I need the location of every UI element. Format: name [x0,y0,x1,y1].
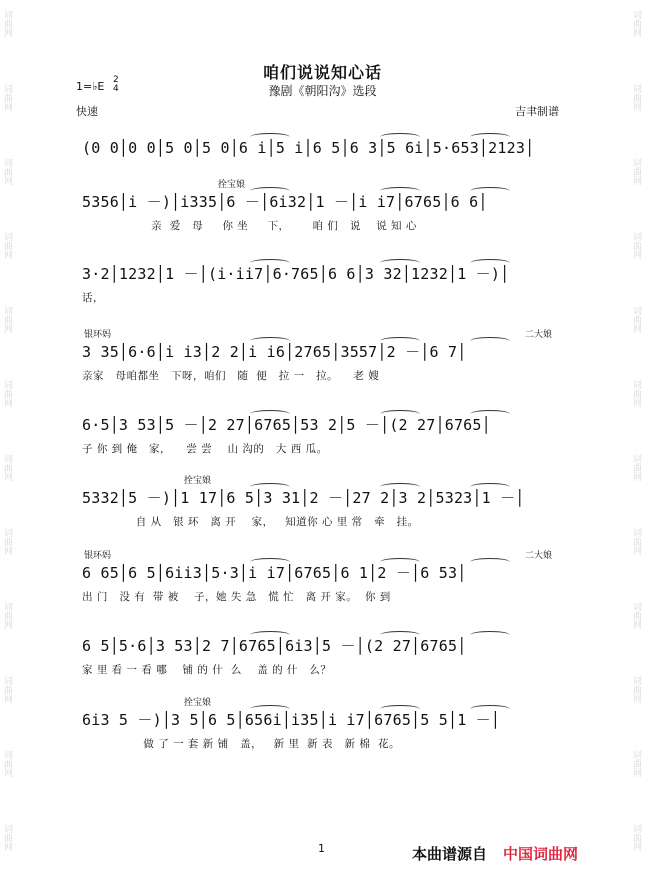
lyric-row: 自 从 银 环 离 开 家， 知道你 心 里 常 牵 挂。 [82,516,419,528]
watermark-text: 词曲网 [2,824,12,851]
watermark-text: 词曲网 [2,232,12,259]
slur-mark [380,410,420,418]
watermark-text: 词曲网 [2,454,12,481]
role-label-secondary: 二大娘 [525,330,553,340]
notation-row: 5332│5 －)│1 17│6 5│3 31│2 －│27 2│3 2│5323│1 －│ [82,489,525,507]
notation-row: 6·5│3 53│5 －│2 27│6765│53 2│5 －│(2 27│6765│ [82,416,491,434]
notation-row: (0 0│0 0│5 0│5 0│6 i│5 i│6 5│6 3│5 6i│5·653│2123│ [82,139,535,157]
slur-mark [470,705,510,713]
slur-mark [250,483,290,491]
lyric-row: 子 你 到 俺 家， 尝 尝 山 沟的 大 西 瓜。 [82,443,328,455]
slur-mark [380,483,420,491]
time-top: 2 [113,75,119,85]
lyric-row: 话， [82,292,104,304]
slur-mark [250,705,290,713]
slur-mark [380,259,420,267]
role-label: 银环妈 [84,330,112,340]
watermark-text: 词曲网 [631,824,641,851]
watermark-text: 词曲网 [2,10,12,37]
role-label: 银环妈 [84,551,112,561]
time-signature [113,76,119,94]
slur-mark [470,483,510,491]
slur-mark [380,133,420,141]
slur-mark [380,187,420,195]
watermark-text: 词曲网 [631,676,641,703]
slur-mark [380,705,420,713]
watermark-text: 词曲网 [631,454,641,481]
watermark-text: 词曲网 [631,306,641,333]
role-label: 拴宝娘 [218,180,246,190]
watermark-text: 词曲网 [2,528,12,555]
footer-credit [412,843,578,864]
role-label: 拴宝娘 [184,476,212,486]
page-number: 1 [318,842,325,855]
slur-mark [250,133,290,141]
slur-mark [250,410,290,418]
watermark-text: 词曲网 [631,158,641,185]
lyric-row: 出 门 没 有 带 被 子，她 失 急 慌 忙 离 开 家。 你 到 [82,591,391,603]
slur-mark [380,631,420,639]
footer-site: 中国词曲网 [503,845,579,863]
slur-mark [380,558,420,566]
watermark-text: 词曲网 [631,602,641,629]
watermark-text: 词曲网 [2,158,12,185]
notation-row: 6 5│5·6│3 53│2 7│6765│6i3│5 －│(2 27│6765│ [82,637,467,655]
lyric-row [82,164,572,180]
notation-row: 6 65│6 5│6ii3│5·3│i i7│6765│6 1│2 －│6 53│ [82,564,467,582]
watermark-text: 词曲网 [2,84,12,111]
watermark-text: 词曲网 [631,528,641,555]
right-watermark [629,0,645,891]
slur-mark [470,558,510,566]
lyric-row: 家 里 看 一 看 哪 铺 的 什 么 盖 的 什 么？ [82,664,332,676]
notation-row: 3 35│6·6│i i3│2 2│i i6│2765│3557│2 －│6 7│ [82,343,467,361]
slur-mark [470,631,510,639]
lyric-row: 亲家 母咱都坐 下呀，咱们 随 便 拉 一 拉。 老 嫂 [82,370,380,382]
lyric-row: 亲 爱 母 你 坐 下， 咱 们 说 说 知 心 [82,220,417,232]
slur-mark [250,631,290,639]
role-label: 拴宝娘 [184,698,212,708]
tempo-marking: 快速 [76,105,98,118]
notation-row: 6i3 5 －)│3 5│6 5│656i│i35│i i7│6765│5 5│1 －│ [82,711,501,729]
notation-row: 5356│i －)│i335│6 －│6i32│1 －│i i7│6765│6 6│ [82,193,488,211]
watermark-text: 词曲网 [631,10,641,37]
watermark-text: 词曲网 [631,232,641,259]
slur-mark [250,558,290,566]
slur-mark [250,337,290,345]
score-subtitle: 豫剧《朝阳沟》选段 [268,84,377,98]
slur-mark [380,337,420,345]
lyric-row: 做 了 一 套 新 铺 盖， 新 里 新 表 新 棉 花。 [82,738,400,750]
watermark-text: 词曲网 [631,380,641,407]
left-watermark [0,0,16,891]
role-label-secondary: 二大娘 [525,551,553,561]
footer-source: 本曲谱源自 [412,845,488,863]
watermark-text: 词曲网 [2,306,12,333]
slur-mark [470,133,510,141]
slur-mark [470,259,510,267]
slur-mark [470,337,510,345]
watermark-text: 词曲网 [2,676,12,703]
watermark-text: 词曲网 [2,750,12,777]
slur-mark [470,410,510,418]
composer-credit: 吉聿制谱 [515,105,559,118]
key-signature: 1=♭E [76,80,105,93]
slur-mark [250,187,290,195]
score-title: 咱们说说知心话 [262,63,382,82]
watermark-text: 词曲网 [631,750,641,777]
watermark-text: 词曲网 [2,380,12,407]
time-bottom: 4 [113,84,119,94]
watermark-text: 词曲网 [2,602,12,629]
slur-mark [250,259,290,267]
watermark-text: 词曲网 [631,84,641,111]
notation-row: 3·2│1232│1 －│(i·ii7│6·765│6 6│3 32│1232│1 －)│ [82,265,510,283]
slur-mark [470,187,510,195]
